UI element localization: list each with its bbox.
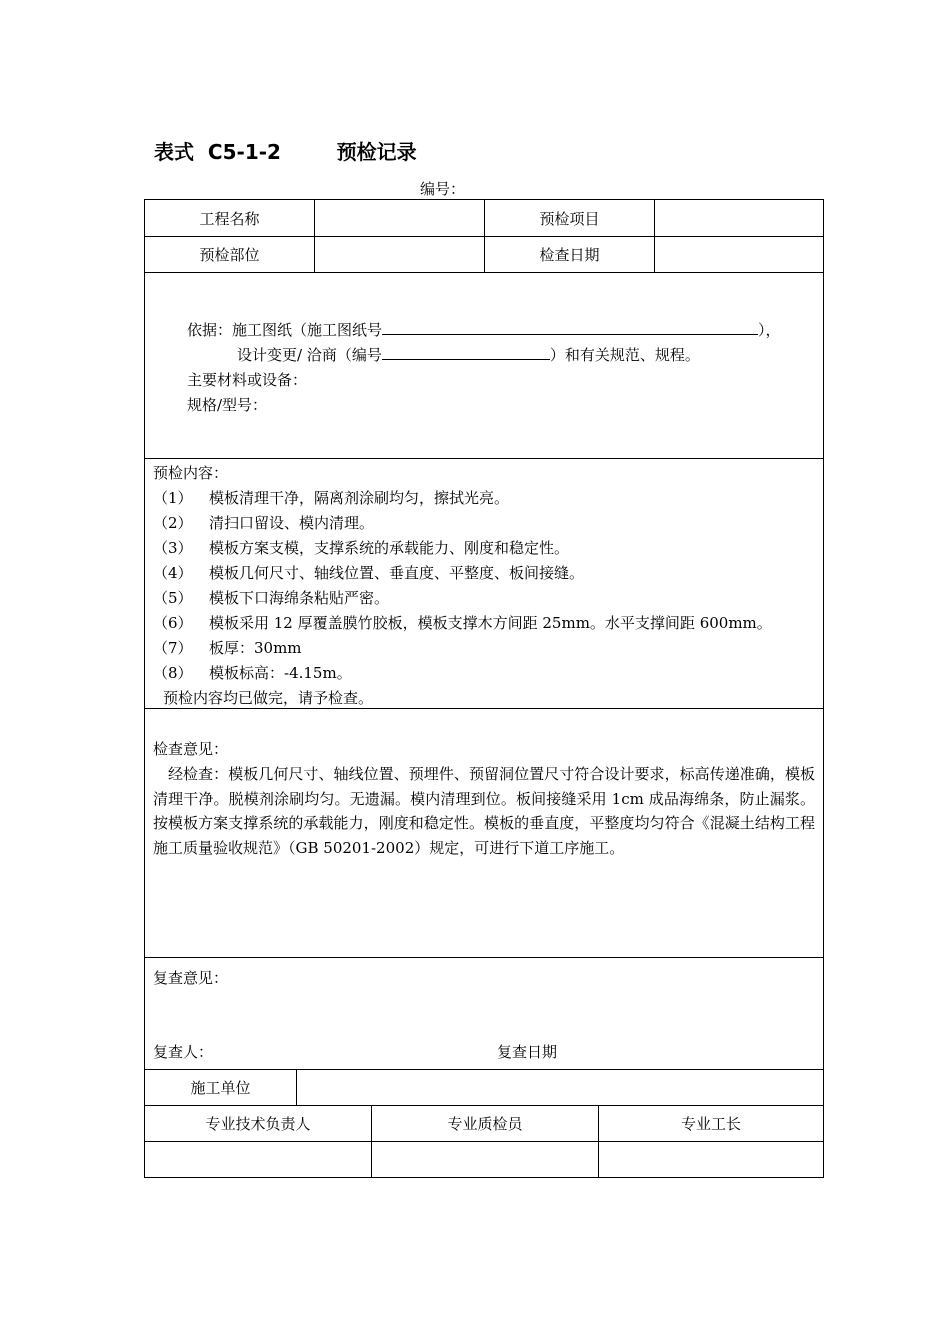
reviewer-label: 复查人： <box>153 1043 214 1061</box>
construction-unit-label: 施工单位 <box>145 1070 297 1105</box>
inspection-text: 经检查：模板几何尺寸、轴线位置、预埋件、预留洞位置尺寸符合设计要求，标高传递准确，模板清理干净。脱模剂涂刷均匀。无遗漏。模内清理到位。板间接缝采用 1cm 成品海绵条，防止漏浆。按模板方案支撑系统的承载能力，刚度和稳定性。模板的垂直度，平整度均匀符合《混凝土结构工程施工质量验收规范》（GB 50201-2002）规定，可进行下道工序施工。 <box>153 765 815 857</box>
quality-inspector-signature[interactable] <box>372 1142 599 1177</box>
review-heading: 复查意见： <box>153 969 229 987</box>
change-number-field[interactable] <box>382 343 550 360</box>
project-name-value[interactable] <box>315 200 485 236</box>
inspection-location-value[interactable] <box>315 237 485 272</box>
construction-unit-row <box>145 1070 823 1106</box>
review-date-label: 复查日期 <box>497 1043 558 1061</box>
inspection-location-label: 预检部位 <box>145 237 315 272</box>
content-item: （5） 模板下口海绵条粘贴严密。 <box>153 589 390 607</box>
tech-lead-label: 专业技术负责人 <box>145 1106 372 1141</box>
content-item: （7） 板厚：30mm <box>153 639 302 657</box>
check-date-label: 检查日期 <box>485 237 655 272</box>
spec-label: 规格/型号： <box>187 396 268 414</box>
header-row-project <box>145 200 823 237</box>
content-item: （6） 模板采用 12 厚覆盖膜竹胶板，模板支撑木方间距 25mm。水平支撑间距 600mm。 <box>153 614 772 632</box>
construction-unit-value[interactable] <box>297 1070 823 1105</box>
check-date-value[interactable] <box>655 237 823 272</box>
content-item: （1） 模板清理干净，隔离剂涂刷均匀，擦拭光亮。 <box>153 489 510 507</box>
foreman-label: 专业工长 <box>680 1115 741 1133</box>
tech-lead-signature[interactable] <box>145 1142 372 1177</box>
content-item: （4） 模板几何尺寸、轴线位置、垂直度、平整度、板间接缝。 <box>153 564 585 582</box>
basis-change-suffix: ）和有关规范、规程。 <box>549 346 700 364</box>
inspection-item-label: 预检项目 <box>485 200 655 236</box>
review-section <box>145 958 823 1070</box>
content-item: （2） 清扫口留设、模内清理。 <box>153 514 375 532</box>
project-name-label: 工程名称 <box>145 200 315 236</box>
materials-label: 主要材料或设备： <box>187 371 308 389</box>
inspection-section <box>145 709 823 958</box>
inspection-form <box>144 199 824 1178</box>
signature-value-row <box>145 1142 823 1177</box>
foreman-signature[interactable] <box>599 1142 823 1177</box>
content-item: （3） 模板方案支模，支撑系统的承载能力、刚度和稳定性。 <box>153 539 570 557</box>
drawing-number-field[interactable] <box>382 318 758 335</box>
basis-drawing-suffix: ）， <box>758 321 781 339</box>
serial-number-label: 编号： <box>420 180 466 198</box>
basis-drawing-prefix: 依据：施工图纸（施工图纸号 <box>187 321 383 339</box>
form-title: 表式 C5-1-2 预检记录 <box>154 140 417 164</box>
content-item: （8） 模板标高：-4.15m。 <box>153 664 352 682</box>
inspection-heading: 检查意见： <box>153 740 229 758</box>
signature-header-row <box>145 1106 823 1142</box>
content-section <box>145 459 823 709</box>
quality-inspector-label: 专业质检员 <box>372 1106 599 1141</box>
basis-section <box>145 273 823 459</box>
content-heading: 预检内容： <box>153 464 229 482</box>
content-footer: 预检内容均已做完，请予检查。 <box>163 689 374 707</box>
basis-change-prefix: 设计变更/ 洽商（编号 <box>237 346 382 364</box>
header-row-location <box>145 237 823 273</box>
inspection-item-value[interactable] <box>655 200 823 236</box>
